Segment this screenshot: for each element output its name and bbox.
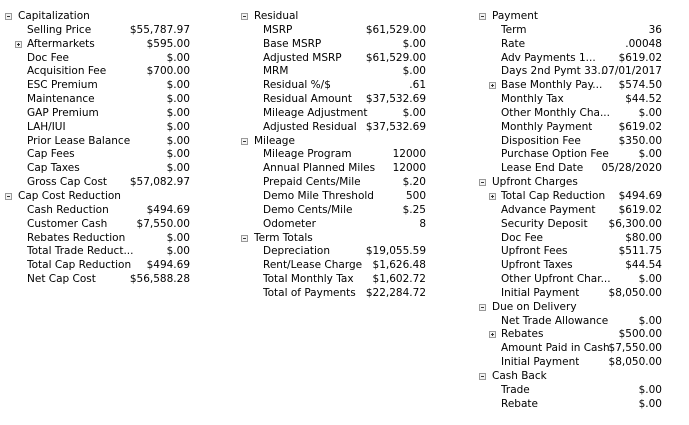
field-row-mrm [238,65,426,79]
field-value: $6,300.00 [608,217,662,230]
field-row-initial-payment [476,287,662,301]
field-label: Cash Reduction [27,203,109,216]
field-value: $.00 [638,383,662,396]
field-row-gross-cap-cost [2,176,190,190]
field-label: Rebates Reduction [27,231,126,244]
field-row-total-of-payments [238,287,426,301]
field-label: Maintenance [27,93,95,106]
field-value: $44.52 [625,93,662,106]
field-row-mileage-program [238,148,426,162]
expand-toggle-icon[interactable] [489,82,496,89]
field-label: Total Cap Reduction [27,259,132,272]
field-value: $1,602.72 [372,273,426,286]
field-value: 05/28/2020 [601,162,662,175]
field-value: $44.54 [625,259,662,272]
field-label: Residual %/$ [263,79,331,92]
field-value: $.00 [166,134,190,147]
field-row-amount-paid-in-cash [476,342,662,356]
field-label: Demo Mile Threshold [263,189,374,202]
field-label: Rent/Lease Charge [263,259,363,272]
field-value: $22,284.72 [365,286,426,299]
field-value: $.00 [166,51,190,64]
expand-toggle-icon[interactable] [489,331,496,338]
field-value: $.00 [166,245,190,258]
field-value: $55,787.97 [129,23,190,36]
collapse-toggle-icon[interactable] [241,13,248,20]
field-label: Upfront Fees [501,245,568,258]
field-label: Gross Cap Cost [27,176,108,189]
field-label: Odometer [263,217,316,230]
field-row-lease-end-date [476,162,662,176]
field-value: $494.69 [618,189,662,202]
field-row-trade [476,384,662,398]
field-row-lah-iui [2,121,190,135]
field-row-other-monthly-cha [476,107,662,121]
field-value: $511.75 [618,245,662,258]
section-title: Cap Cost Reduction [18,189,121,202]
field-row-adjusted-msrp [238,52,426,66]
section-due-on-delivery [476,301,662,370]
field-label: Net Cap Cost [27,273,96,286]
field-row-total-trade-reduct [2,245,190,259]
field-value: $619.02 [618,203,662,216]
field-value: $61,529.00 [365,51,426,64]
field-value: .61 [409,79,426,92]
field-label: ESC Premium [27,79,98,92]
section-title: Term Totals [254,231,313,244]
field-label: Days 2nd Pymt 33... [501,65,608,78]
collapse-toggle-icon[interactable] [5,193,12,200]
field-row-net-trade-allowance [476,315,662,329]
field-value: 500 [405,189,426,202]
field-value: $700.00 [146,65,190,78]
field-row-rebates-reduction [2,232,190,246]
field-label: Monthly Tax [501,93,564,106]
field-row-total-cap-reduction [2,259,190,273]
field-value: $1,626.48 [372,259,426,272]
field-label: Purchase Option Fee [501,148,609,161]
collapse-toggle-icon[interactable] [241,138,248,145]
field-label: Mileage Program [263,148,352,161]
field-label: Demo Cents/Mile [263,203,353,216]
field-row-days-2nd-pymt-33 [476,65,662,79]
field-label: Total Cap Reduction [501,189,606,202]
section-payment [476,10,662,176]
field-label: Other Upfront Char... [501,273,611,286]
section-header-term-totals[interactable] [238,232,426,246]
field-row-security-deposit [476,218,662,232]
field-label: Doc Fee [27,51,70,64]
field-value: $.00 [638,106,662,119]
field-label: Total Trade Reduct... [27,245,134,258]
field-value: $8,050.00 [608,356,662,369]
field-row-demo-mile-threshold [238,190,426,204]
field-label: Adjusted MSRP [263,51,342,64]
field-row-prior-lease-balance [2,135,190,149]
field-row-adjusted-residual [238,121,426,135]
field-row-aftermarkets[interactable] [2,38,190,52]
field-row-purchase-option-fee [476,148,662,162]
field-row-selling-price [2,24,190,38]
field-label: Monthly Payment [501,120,593,133]
field-row-rate [476,38,662,52]
section-header-upfront-charges[interactable] [476,176,662,190]
column-capitalization [2,10,190,287]
section-title: Mileage [254,134,295,147]
field-row-prepaid-cents-mile [238,176,426,190]
field-row-cash-reduction [2,204,190,218]
field-row-cap-fees [2,148,190,162]
field-label: Initial Payment [501,286,580,299]
field-label: Disposition Fee [501,134,581,147]
field-value: $57,082.97 [129,176,190,189]
section-title: Cash Back [492,369,547,382]
field-label: Residual Amount [263,93,352,106]
field-label: Term [501,23,527,36]
field-row-acquisition-fee [2,65,190,79]
field-label: Trade [501,383,530,396]
field-row-demo-cents-mile [238,204,426,218]
field-label: Initial Payment [501,356,580,369]
field-label: MRM [263,65,289,78]
field-value: $.00 [166,106,190,119]
field-value: 8 [419,217,426,230]
field-label: Aftermarkets [27,37,95,50]
field-value: 36 [648,23,662,36]
field-label: Other Monthly Cha... [501,106,610,119]
field-value: $37,532.69 [365,120,426,133]
section-header-payment[interactable] [476,10,662,24]
field-label: Base Monthly Pay... [501,79,603,92]
field-label: Upfront Taxes [501,259,573,272]
section-mileage [238,135,426,232]
field-label: GAP Premium [27,106,99,119]
field-label: Adv Payments 1... [501,51,596,64]
field-label: Base MSRP [263,37,322,50]
field-value: .00048 [625,37,662,50]
section-title: Due on Delivery [492,300,577,313]
field-value: $.00 [638,273,662,286]
field-label: Annual Planned Miles [263,162,376,175]
section-title: Upfront Charges [492,176,578,189]
field-label: Advance Payment [501,203,596,216]
field-value: $350.00 [618,134,662,147]
field-row-monthly-tax [476,93,662,107]
field-label: MSRP [263,23,293,36]
field-value: $595.00 [146,37,190,50]
expand-toggle-icon[interactable] [15,41,22,48]
field-row-base-monthly-pay[interactable] [476,79,662,93]
field-row-upfront-fees [476,245,662,259]
field-row-annual-planned-miles [238,162,426,176]
field-value: $.20 [402,176,426,189]
field-row-rebates[interactable] [476,328,662,342]
field-row-odometer [238,218,426,232]
field-value: $7,550.00 [608,342,662,355]
section-cash-back [476,370,662,412]
field-row-doc-fee [2,52,190,66]
column-residual [238,10,426,301]
field-row-total-cap-reduction[interactable] [476,190,662,204]
field-label: Depreciation [263,245,330,258]
field-row-disposition-fee [476,135,662,149]
field-label: LAH/IUI [27,120,66,133]
collapse-toggle-icon[interactable] [479,13,486,20]
field-label: Prepaid Cents/Mile [263,176,361,189]
field-row-adv-payments-1 [476,52,662,66]
expand-toggle-icon[interactable] [489,193,496,200]
collapse-toggle-icon[interactable] [5,13,12,20]
collapse-toggle-icon[interactable] [479,179,486,186]
section-title: Capitalization [18,10,90,22]
field-row-customer-cash [2,218,190,232]
field-value: $.00 [402,106,426,119]
field-row-initial-payment [476,356,662,370]
field-row-doc-fee [476,232,662,246]
field-label: Amount Paid in Cash [501,342,610,355]
field-label: Mileage Adjustment [263,106,368,119]
field-row-residual-amount [238,93,426,107]
field-row-mileage-adjustment [238,107,426,121]
section-header-capitalization[interactable] [2,10,190,24]
field-label: Rebate [501,397,538,410]
field-row-other-upfront-char [476,273,662,287]
field-label: Acquisition Fee [27,65,107,78]
section-capitalization [2,10,190,190]
field-value: $500.00 [618,328,662,341]
section-header-cash-back[interactable] [476,370,662,384]
collapse-toggle-icon[interactable] [241,235,248,242]
field-label: Doc Fee [501,231,544,244]
field-label: Net Trade Allowance [501,314,609,327]
field-row-depreciation [238,245,426,259]
field-row-base-msrp [238,38,426,52]
field-value: $574.50 [618,79,662,92]
section-upfront-charges [476,176,662,301]
collapse-toggle-icon[interactable] [479,304,486,311]
field-value: $61,529.00 [365,23,426,36]
field-label: Security Deposit [501,217,588,230]
field-value: $.00 [402,65,426,78]
field-value: $.00 [166,79,190,92]
field-value: $.00 [402,37,426,50]
field-value: $.00 [166,93,190,106]
field-label: Lease End Date [501,162,584,175]
field-value: $.00 [638,397,662,410]
field-value: $619.02 [618,51,662,64]
field-row-monthly-payment [476,121,662,135]
section-term-totals [238,232,426,301]
collapse-toggle-icon[interactable] [479,373,486,380]
field-row-upfront-taxes [476,259,662,273]
field-value: $.00 [166,120,190,133]
section-header-mileage[interactable] [238,135,426,149]
field-value: $.00 [166,162,190,175]
field-value: $.25 [402,203,426,216]
field-label: Rate [501,37,526,50]
field-value: $619.02 [618,120,662,133]
field-row-rebate [476,398,662,412]
field-row-net-cap-cost [2,273,190,287]
field-value: $.00 [638,314,662,327]
field-row-maintenance [2,93,190,107]
field-label: Total Monthly Tax [263,273,354,286]
field-value: $7,550.00 [136,217,190,230]
section-header-cap-cost-reduction[interactable] [2,190,190,204]
section-title: Payment [492,10,538,22]
field-value: 12000 [392,162,426,175]
field-label: Selling Price [27,23,92,36]
field-value: $80.00 [625,231,662,244]
field-label: Total of Payments [263,286,356,299]
field-row-esc-premium [2,79,190,93]
section-header-due-on-delivery[interactable] [476,301,662,315]
section-residual [238,10,426,135]
section-title: Residual [254,10,299,22]
field-value: $494.69 [146,259,190,272]
field-row-term [476,24,662,38]
field-row-residual [238,79,426,93]
field-label: Cap Taxes [27,162,80,175]
field-label: Cap Fees [27,148,75,161]
field-label: Rebates [501,328,544,341]
field-row-gap-premium [2,107,190,121]
field-value: $8,050.00 [608,286,662,299]
field-value: $494.69 [146,203,190,216]
field-value: $.00 [638,148,662,161]
field-value: 12000 [392,148,426,161]
field-value: $19,055.59 [365,245,426,258]
field-row-total-monthly-tax [238,273,426,287]
field-value: $37,532.69 [365,93,426,106]
field-label: Adjusted Residual [263,120,357,133]
field-value: 07/01/2017 [601,65,662,78]
column-payment [476,10,662,411]
field-label: Customer Cash [27,217,108,230]
field-label: Prior Lease Balance [27,134,131,147]
field-row-cap-taxes [2,162,190,176]
section-cap-cost-reduction [2,190,190,287]
field-value: $.00 [166,148,190,161]
field-value: $56,588.28 [129,273,190,286]
section-header-residual[interactable] [238,10,426,24]
field-row-advance-payment [476,204,662,218]
field-row-msrp [238,24,426,38]
field-row-rent-lease-charge [238,259,426,273]
field-value: $.00 [166,231,190,244]
